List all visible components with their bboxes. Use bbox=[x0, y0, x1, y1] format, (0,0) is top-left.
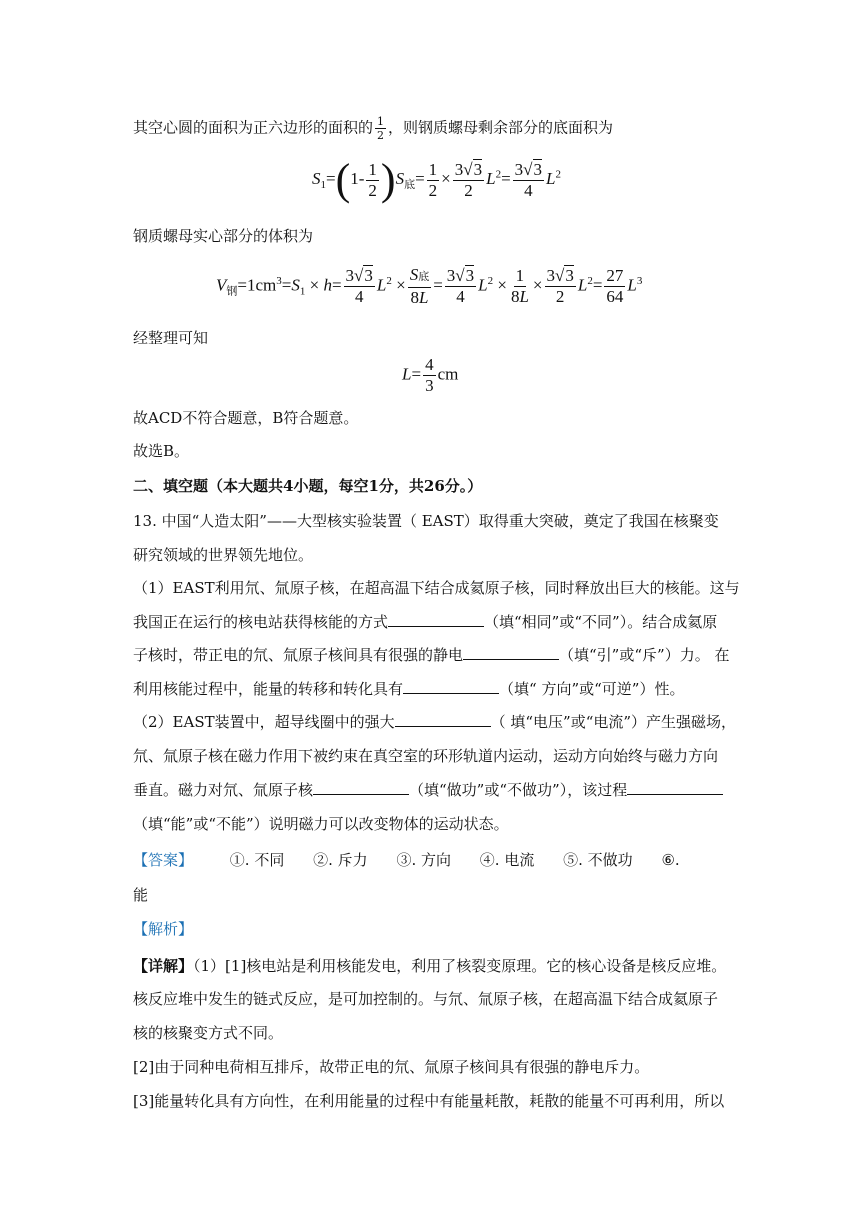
answer-item: ⑥. bbox=[661, 851, 680, 869]
blank-1 bbox=[388, 612, 484, 627]
detail-line5: [3]能量转化具有方向性，在利用能量的过程中有能量耗散，耗散的能量不可再利用，所以 bbox=[133, 1092, 725, 1110]
detail-line3: 核的核聚变方式不同。 bbox=[133, 1024, 284, 1042]
paragraph-solid-volume: 钢质螺母实心部分的体积为 bbox=[133, 227, 314, 245]
q13-line1: 13. 中国“人造太阳”——大型核实验装置（ EAST）取得重大突破，奠定了我国在核聚变 bbox=[133, 512, 719, 530]
q13-line4: 我国正在运行的核电站获得核能的方式 （填“相同”或“不同”）。结合成氦原 bbox=[133, 613, 718, 631]
paragraph-conclusion: 故ACD不符合题意，B符合题意。 bbox=[133, 409, 359, 427]
blank-2 bbox=[463, 645, 559, 660]
section-title: 二、填空题（本大题共4小题，每空1分，共26分。） bbox=[133, 477, 483, 495]
fraction-half: $\frac{1}{2}$ bbox=[377, 115, 385, 142]
answer-item: ②. 斥力 bbox=[313, 851, 368, 869]
answer-item: ①. 不同 bbox=[229, 851, 285, 869]
q13-line10: （填“能”或“不能”）说明磁力可以改变物体的运动状态。 bbox=[133, 815, 509, 833]
q13-line2: 研究领域的世界领先地位。 bbox=[133, 546, 314, 564]
text: 其空心圆的面积为正六边形的面积的 bbox=[133, 118, 374, 137]
q13-line7: （2）EAST装置中，超导线圈中的强大 （ 填“电压”或“电流”）产生强磁场， bbox=[133, 713, 737, 731]
blank-6 bbox=[627, 780, 723, 795]
analysis-label: 【解析】 bbox=[133, 920, 194, 938]
detail-label: 【详解】 bbox=[133, 957, 194, 975]
answer-item: ④. 电流 bbox=[479, 851, 535, 869]
equation-volume: $V_钢=1cm^3=S_1 \times h=$ $\frac{3√3}{4}$ $L^2$ × $\frac{\text{S底}}{8L}$ = $\frac{3√3}{4}$ $L^2$ × $\frac{1}{8L}$ × $\frac{3√3}{2}$ $L^2=$ $\frac{27}{64}$ $L^3$ bbox=[216, 265, 643, 307]
q13-line5: 子核时，带正电的氘、氚原子核间具有很强的静电 （填“引”或“斥”）力。 在 bbox=[133, 646, 730, 664]
equation-l: L= $\frac{4}{3}$ cm bbox=[402, 355, 459, 395]
blank-4 bbox=[395, 712, 491, 727]
paragraph-hollow-area bbox=[133, 116, 613, 141]
blank-3 bbox=[403, 679, 499, 694]
paragraph-choose: 故选B。 bbox=[133, 442, 190, 460]
q13-line8: 氘、氚原子核在磁力作用下被约束在真空室的环形轨道内运动，运动方向始终与磁力方向 bbox=[133, 747, 719, 765]
equation-s1: $S_1=(1-$ $\frac{1}{2}$ )$S_底=$ $\frac{1}{2}$ × $\frac{3√3}{2}$ $L^2=$ $\frac{3√3}{4}$ $L^2$ bbox=[312, 155, 561, 204]
text: ，则钢质螺母剩余部分的底面积为 bbox=[388, 118, 614, 137]
detail-line1: 【详解】（1）[1]核电站是利用核能发电，利用了核裂变原理。它的核心设备是核反应堆。 bbox=[133, 957, 727, 975]
detail-line2: 核反应堆中发生的链式反应，是可加控制的。与氘、氚原子核，在超高温下结合成氦原子 bbox=[133, 990, 719, 1008]
answer-item: ⑤. 不做功 bbox=[563, 851, 633, 869]
detail-line4: [2]由于同种电荷相互排斥，故带正电的氘、氚原子核间具有很强的静电斥力。 bbox=[133, 1058, 650, 1076]
answer-row bbox=[133, 850, 680, 870]
answer-item: ③. 方向 bbox=[396, 851, 451, 869]
answer-label: 【答案】 bbox=[133, 851, 194, 869]
answer-last: 能 bbox=[133, 886, 149, 904]
paragraph-arrange: 经整理可知 bbox=[133, 329, 209, 347]
q13-line6: 利用核能过程中，能量的转移和转化具有 （填“ 方向”或“可逆”）性。 bbox=[133, 680, 685, 698]
q13-line9: 垂直。磁力对氘、氚原子核 （填“做功”或“不做功”），该过程 bbox=[133, 780, 723, 800]
q13-line3: （1）EAST利用氘、氚原子核，在超高温下结合成氦原子核，同时释放出巨大的核能。这与 bbox=[133, 579, 740, 597]
blank-5 bbox=[313, 780, 409, 795]
